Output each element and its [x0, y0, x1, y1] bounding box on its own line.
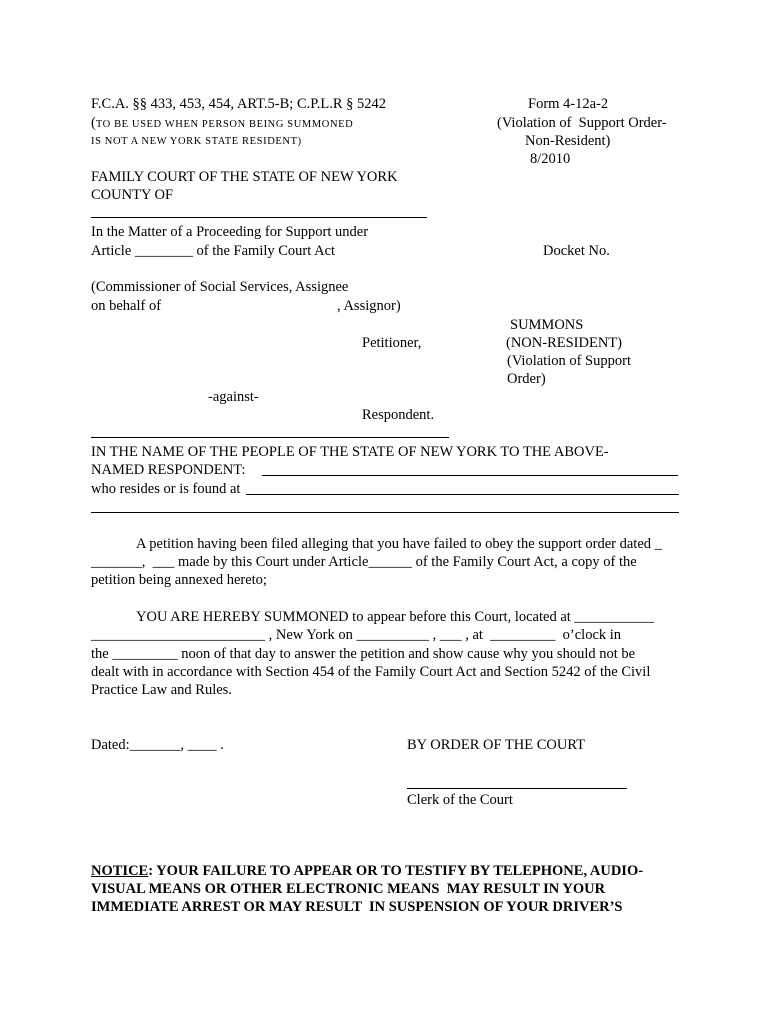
respondent-name-field [262, 475, 678, 476]
petition-line-3: petition being annexed hereto; [91, 572, 267, 588]
resides-line: who resides or is found at [91, 481, 241, 497]
respondent-label: Respondent. [362, 407, 435, 423]
usage-note-line1 [91, 114, 353, 134]
title-non-resident: (NON-RESIDENT) [506, 335, 622, 351]
form-description-1: (Violation of Support Order- [497, 115, 667, 131]
address-field [246, 494, 679, 495]
address-field-2 [91, 512, 679, 513]
title-summons: SUMMONS [510, 317, 584, 333]
caption-top-rule [91, 217, 427, 218]
people-line-1: IN THE NAME OF THE PEOPLE OF THE STATE OF NEW YORK TO THE ABOVE- [91, 444, 609, 460]
assignor-label: , Assignor) [337, 298, 401, 314]
notice-label: NOTICE [91, 863, 149, 879]
title-violation: (Violation of Support [507, 353, 631, 369]
clerk-label: Clerk of the Court [407, 792, 513, 808]
against-label: -against- [208, 389, 259, 405]
people-line-2: NAMED RESPONDENT: [91, 462, 246, 478]
behalf-line: on behalf of [91, 298, 162, 314]
article-line: Article ________ of the Family Court Act [91, 243, 336, 259]
notice-line-3: IMMEDIATE ARREST OR MAY RESULT IN SUSPENSION OF YOUR DRIVER’S [91, 899, 623, 915]
summons-line-5: Practice Law and Rules. [91, 682, 232, 698]
petitioner-label: Petitioner, [362, 335, 422, 351]
summons-line-1: YOU ARE HEREBY SUMMONED to appear before this Court, located at ___________ [136, 609, 655, 625]
statute-citation: F.C.A. §§ 433, 453, 454, ART.5-B; C.P.L.R § 5242 [91, 96, 386, 112]
form-description-2: Non-Resident) [525, 133, 611, 149]
title-order: Order) [507, 371, 546, 387]
usage-note-line2: IS NOT A NEW YORK STATE RESIDENT) [91, 136, 302, 147]
by-order-label: BY ORDER OF THE COURT [407, 737, 585, 753]
petition-line-1: A petition having been filed alleging that you have failed to obey the support order dated _ [136, 536, 662, 552]
summons-line-3: the _________ noon of that day to answer the petition and show cause why you should not be [91, 646, 636, 662]
county-label: COUNTY OF [91, 187, 174, 203]
form-date: 8/2010 [530, 151, 571, 167]
matter-line: In the Matter of a Proceeding for Support under [91, 224, 369, 240]
notice-line-2: VISUAL MEANS OR OTHER ELECTRONIC MEANS MAY RESULT IN YOUR [91, 881, 606, 897]
caption-bottom-rule [91, 437, 449, 438]
dated-line: Dated:_______, ____ . [91, 737, 224, 753]
court-name: FAMILY COURT OF THE STATE OF NEW YORK [91, 169, 398, 185]
clerk-signature-line [407, 788, 627, 789]
usage-note-text: TO BE USED WHEN PERSON BEING SUMMONED [95, 119, 354, 130]
usage-note-paren: ( [91, 115, 96, 131]
commissioner-line: (Commissioner of Social Services, Assignee [91, 279, 349, 295]
notice-line-1-text: : YOUR FAILURE TO APPEAR OR TO TESTIFY BY TELEPHONE, AUDIO- [148, 863, 644, 879]
form-number: Form 4-12a-2 [528, 96, 609, 112]
docket-label: Docket No. [543, 243, 610, 259]
notice-line-1 [91, 862, 643, 880]
summons-line-2: ________________________ , New York on __________ , ___ , at _________ o’clock in [91, 627, 622, 643]
summons-line-4: dealt with in accordance with Section 454 of the Family Court Act and Section 5242 of the Civil [91, 664, 651, 680]
petition-line-2: _______, ___ made by this Court under Article______ of the Family Court Act, a copy of the [91, 554, 637, 570]
